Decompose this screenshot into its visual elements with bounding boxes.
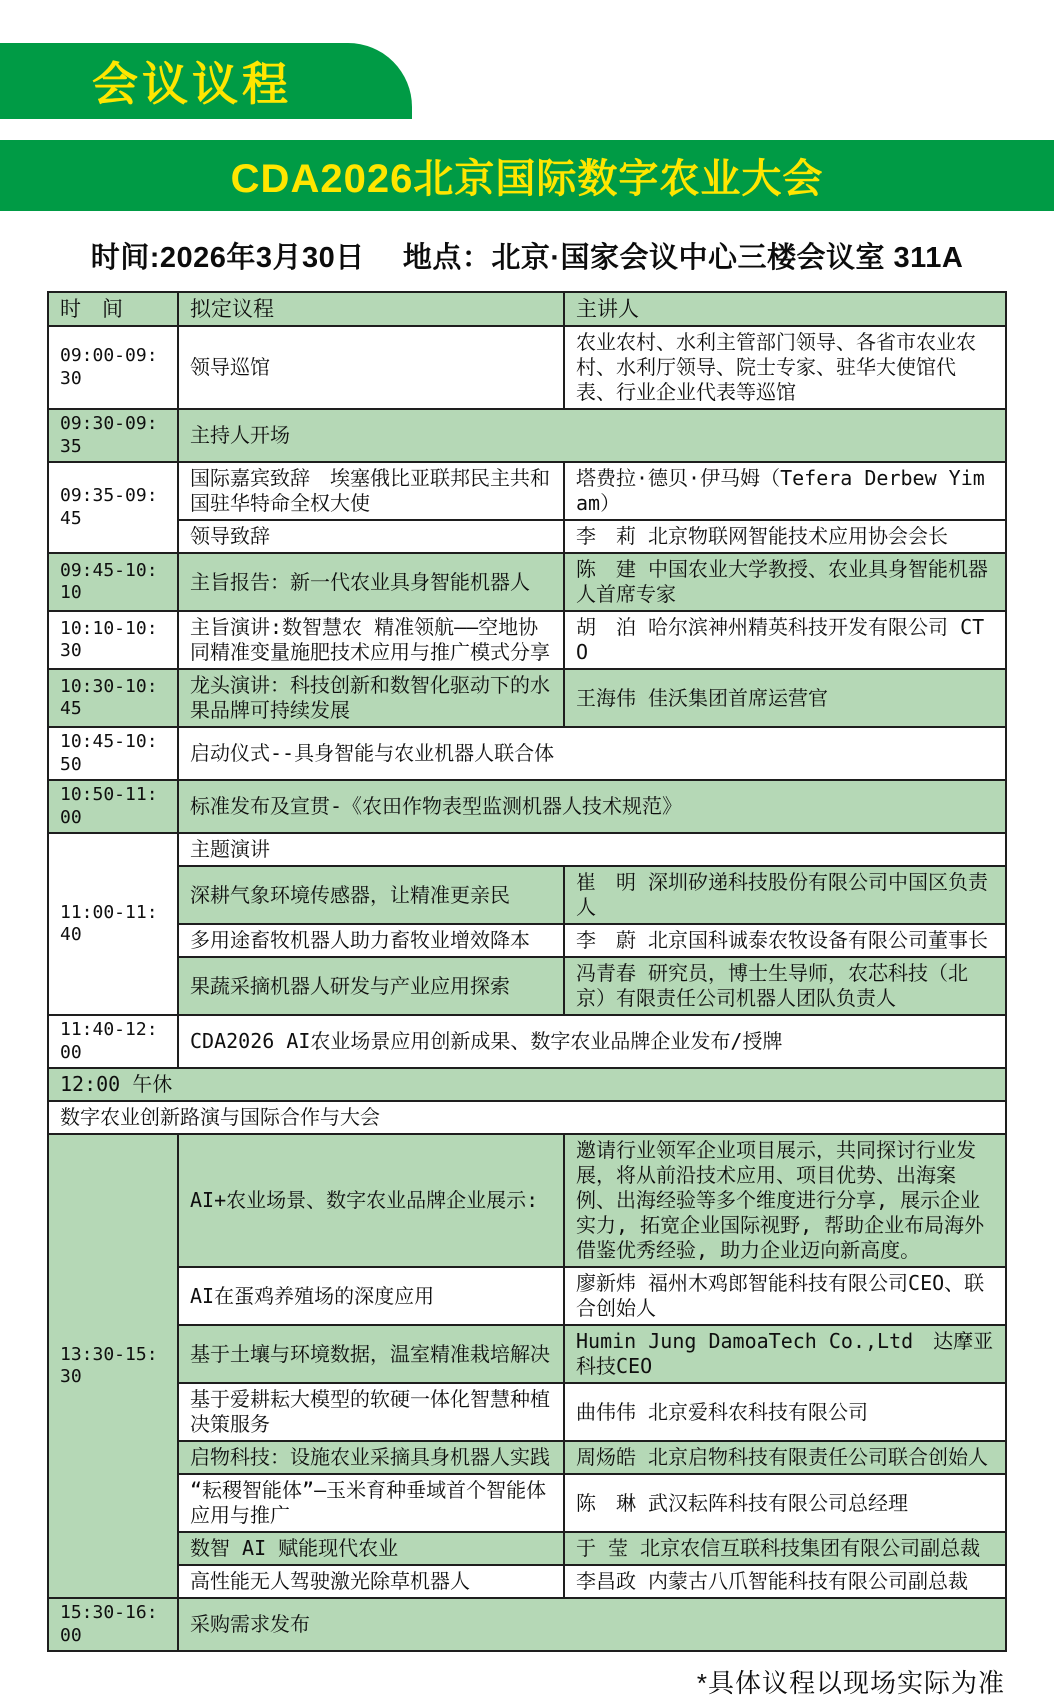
topic-cell: 数智 AI 赋能现代农业 bbox=[178, 1532, 564, 1565]
topic-cell: CDA2026 AI农业场景应用创新成果、数字农业品牌企业发布/授牌 bbox=[178, 1015, 1006, 1068]
topic-cell: 主旨报告：新一代农业具身智能机器人 bbox=[178, 553, 564, 611]
topic-cell: AI在蛋鸡养殖场的深度应用 bbox=[178, 1267, 564, 1325]
schedule-meta: 时间:2026年3月30日 地点：北京·国家会议中心三楼会议室 311A bbox=[90, 242, 964, 274]
topic-cell: 基于爱耕耘大模型的软硬一体化智慧种植决策服务 bbox=[178, 1383, 564, 1441]
session-row bbox=[48, 1068, 1006, 1101]
time-cell: 11:40-12:00 bbox=[48, 1015, 178, 1068]
speaker-cell: 李 蔚 北京国科诚泰农牧设备有限公司董事长 bbox=[564, 924, 1006, 957]
speaker-cell: 周炀皓 北京启物科技有限责任公司联合创始人 bbox=[564, 1441, 1006, 1474]
conference-title-bar bbox=[0, 140, 1054, 211]
speaker-cell: 曲伟伟 北京爱科农科技有限公司 bbox=[564, 1383, 1006, 1441]
topic-cell: 采购需求发布 bbox=[178, 1598, 1006, 1651]
topic-cell: 国际嘉宾致辞 埃塞俄比亚联邦民主共和国驻华特命全权大使 bbox=[178, 462, 564, 520]
speaker-cell: 崔 明 深圳矽递科技股份有限公司中国区负责人 bbox=[564, 866, 1006, 924]
conference-title: CDA2026北京国际数字农业大会 bbox=[230, 157, 824, 201]
agenda-banner-label: 会议议程 bbox=[92, 58, 292, 110]
topic-cell: 基于土壤与环境数据，温室精准栽培解决 bbox=[178, 1325, 564, 1383]
session-row bbox=[48, 1474, 1006, 1532]
session-row bbox=[48, 1267, 1006, 1325]
header-time: 时 间 bbox=[48, 292, 178, 326]
topic-cell: 主旨演讲:数智慧农 精准领航——空地协同精准变量施肥技术应用与推广模式分享 bbox=[178, 611, 564, 669]
topic-cell: 深耕气象环境传感器，让精准更亲民 bbox=[178, 866, 564, 924]
session-row bbox=[48, 611, 1006, 669]
time-cell: 09:30-09:35 bbox=[48, 409, 178, 462]
topic-cell: 启物科技：设施农业采摘具身机器人实践 bbox=[178, 1441, 564, 1474]
session-row bbox=[48, 520, 1006, 553]
topic-cell: 领导巡馆 bbox=[178, 326, 564, 409]
table-header-row bbox=[48, 292, 1006, 326]
session-row bbox=[48, 833, 1006, 866]
speaker-cell: 农业农村、水利主管部门领导、各省市农业农村、水利厅领导、院士专家、驻华大使馆代表、行业企业代表等巡馆 bbox=[564, 326, 1006, 409]
session-row bbox=[48, 1532, 1006, 1565]
session-row bbox=[48, 553, 1006, 611]
session-row bbox=[48, 326, 1006, 409]
session-row bbox=[48, 1598, 1006, 1651]
speaker-cell: Humin Jung DamoaTech Co.,Ltd 达摩亚科技CEO bbox=[564, 1325, 1006, 1383]
topic-cell: 高性能无人驾驶激光除草机器人 bbox=[178, 1565, 564, 1598]
topic-cell: 果蔬采摘机器人研发与产业应用探索 bbox=[178, 957, 564, 1015]
session-row bbox=[48, 1565, 1006, 1598]
time-cell: 09:35-09:45 bbox=[48, 462, 178, 553]
speaker-cell: 李 莉 北京物联网智能技术应用协会会长 bbox=[564, 520, 1006, 553]
time-cell: 11:00-11:40 bbox=[48, 833, 178, 1015]
session-row bbox=[48, 409, 1006, 462]
topic-cell: 主题演讲 bbox=[178, 833, 1006, 866]
speaker-cell: 王海伟 佳沃集团首席运营官 bbox=[564, 669, 1006, 727]
topic-cell: 主持人开场 bbox=[178, 409, 1006, 462]
speaker-cell: 李昌政 内蒙古八爪智能科技有限公司副总裁 bbox=[564, 1565, 1006, 1598]
speaker-cell: 陈 建 中国农业大学教授、农业具身智能机器人首席专家 bbox=[564, 553, 1006, 611]
time-cell: 10:45-10:50 bbox=[48, 727, 178, 780]
session-row bbox=[48, 957, 1006, 1015]
session-row bbox=[48, 1101, 1006, 1134]
time-cell: 10:10-10:30 bbox=[48, 611, 178, 669]
agenda-banner bbox=[0, 43, 412, 119]
session-row bbox=[48, 1325, 1006, 1383]
header-speaker: 主讲人 bbox=[564, 292, 1006, 326]
time-cell: 10:50-11:00 bbox=[48, 780, 178, 833]
session-row bbox=[48, 669, 1006, 727]
topic-cell: “耘稷智能体”—玉米育种垂域首个智能体应用与推广 bbox=[178, 1474, 564, 1532]
topic-cell: 启动仪式--具身智能与农业机器人联合体 bbox=[178, 727, 1006, 780]
speaker-cell: 于 莹 北京农信互联科技集团有限公司副总裁 bbox=[564, 1532, 1006, 1565]
topic-cell: AI+农业场景、数字农业品牌企业展示: bbox=[178, 1134, 564, 1267]
topic-cell: 标准发布及宣贯-《农田作物表型监测机器人技术规范》 bbox=[178, 780, 1006, 833]
speaker-cell: 陈 琳 武汉耘阵科技有限公司总经理 bbox=[564, 1474, 1006, 1532]
topic-cell: 多用途畜牧机器人助力畜牧业增效降本 bbox=[178, 924, 564, 957]
session-row bbox=[48, 1441, 1006, 1474]
time-cell: 09:00-09:30 bbox=[48, 326, 178, 409]
agenda-table bbox=[47, 291, 1007, 1652]
session-row bbox=[48, 780, 1006, 833]
session-row bbox=[48, 1015, 1006, 1068]
session-row bbox=[48, 1134, 1006, 1267]
time-cell: 09:45-10:10 bbox=[48, 553, 178, 611]
session-row bbox=[48, 1383, 1006, 1441]
time-cell: 10:30-10:45 bbox=[48, 669, 178, 727]
topic-cell: 龙头演讲：科技创新和数智化驱动下的水果品牌可持续发展 bbox=[178, 669, 564, 727]
speaker-cell: 邀请行业领军企业项目展示，共同探讨行业发展，将从前沿技术应用、项目优势、出海案例、出海经验等多个维度进行分享, 展示企业实力, 拓宽企业国际视野, 帮助企业布局海外借鉴优秀经验, 助力企业迈向新高度。 bbox=[564, 1134, 1006, 1267]
footnote: *具体议程以现场实际为准 bbox=[696, 1668, 1005, 1699]
section-cell: 数字农业创新路演与国际合作与大会 bbox=[48, 1101, 1006, 1134]
topic-cell: 领导致辞 bbox=[178, 520, 564, 553]
session-row bbox=[48, 866, 1006, 924]
speaker-cell: 冯青春 研究员，博士生导师，农芯科技（北京）有限责任公司机器人团队负责人 bbox=[564, 957, 1006, 1015]
speaker-cell: 塔费拉·德贝·伊马姆（Tefera Derbew Yimam） bbox=[564, 462, 1006, 520]
session-row bbox=[48, 924, 1006, 957]
speaker-cell: 廖新炜 福州木鸡郎智能科技有限公司CEO、联合创始人 bbox=[564, 1267, 1006, 1325]
time-cell: 15:30-16:00 bbox=[48, 1598, 178, 1651]
header-agenda: 拟定议程 bbox=[178, 292, 564, 326]
section-cell: 12:00 午休 bbox=[48, 1068, 1006, 1101]
session-row bbox=[48, 462, 1006, 520]
time-cell: 13:30-15:30 bbox=[48, 1134, 178, 1598]
session-row bbox=[48, 727, 1006, 780]
speaker-cell: 胡 泊 哈尔滨神州精英科技开发有限公司 CTO bbox=[564, 611, 1006, 669]
